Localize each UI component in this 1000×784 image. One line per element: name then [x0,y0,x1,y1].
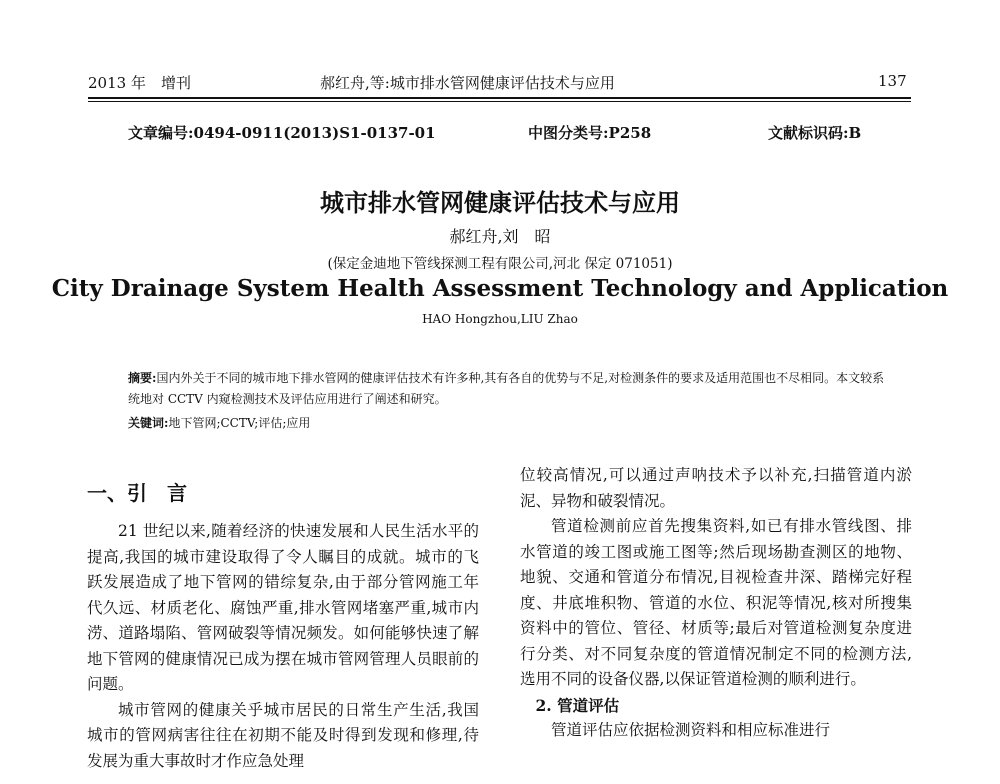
title-chinese: 城市排水管网健康评估技术与应用 [320,188,680,217]
authors-english: HAO Hongzhou,LIU Zhao [422,312,578,326]
header-running-title: 郝红舟,等:城市排水管网健康评估技术与应用 [320,74,615,92]
paragraph: 21 世纪以来,随着经济的快速发展和人民生活水平的提高,我国的城市建设取得了令人瞩目的成就。城市的飞跃发展造成了地下管网的错综复杂,由于部分管网施工年代久远、材质老化、腐蚀严重,排水管网堵塞严重,城市内涝、道路塌陷、管网破裂等情况频发。如何能够快速了解地下管网的健康情况已成为摆在城市管网管理人员眼前的问题。 [87,522,479,693]
document-code: 文献标识码:B [768,124,862,142]
abstract-label: 摘要: [128,371,157,385]
keywords-label: 关键词: [128,416,169,430]
abstract-text: 国内外关于不同的城市地下排水管网的健康评估技术有许多种,其有各自的优势与不足,对检测条件的要求及适用范围也不尽相同。本文较系统地对 CCTV 内窥检测技术及评估应用进行了阐述和研究。 [128,371,885,406]
header-rule-thin [88,101,911,102]
paragraph: 城市管网的健康关乎城市居民的日常生产生活,我国城市的管网病害往往在初期不能及时得到发现和修理,待发展为重大事故时才作应急处理 [87,700,479,770]
authors-chinese: 郝红舟,刘 昭 [449,227,551,246]
paragraph: 管道评估应依据检测资料和相应标准进行 [551,721,831,739]
title-english: City Drainage System Health Assessment Technology and Application [51,275,949,302]
body-right-column [520,463,912,744]
header-rule-thick [88,97,911,99]
clc-number: 中图分类号:P258 [528,124,652,142]
article-number: 文章编号:0494-0911(2013)S1-0137-01 [128,124,436,142]
header-year-issue: 2013 年 增刊 [88,74,191,92]
keywords-text: 地下管网;CCTV;评估;应用 [168,416,311,430]
affiliation: (保定金迪地下管线探测工程有限公司,河北 保定 071051) [327,256,673,272]
paragraph: 管道检测前应首先搜集资料,如已有排水管线图、排水管道的竣工图或施工图等;然后现场勘查测区的地物、地貌、交通和管道分布情况,目视检查井深、踏梯完好程度、井底堆积物、管道的水位、积泥等情况,核对所搜集资料中的管位、管径、材质等;最后对管道检测复杂度进行分类、对不同复杂度的管道情况制定不同的检测方法,选用不同的设备仪器,以保证管道检测的顺利进行。 [520,517,912,688]
keywords [128,414,888,431]
header-page-number: 137 [878,72,907,90]
subsection-heading-pipe-assessment: 2. 管道评估 [535,695,620,715]
body-left-column [87,466,479,774]
section-heading-introduction: 一、引 言 [87,481,187,505]
abstract [128,368,888,410]
paragraph: 位较高情况,可以通过声呐技术予以补充,扫描管道内淤泥、异物和破裂情况。 [520,466,912,510]
